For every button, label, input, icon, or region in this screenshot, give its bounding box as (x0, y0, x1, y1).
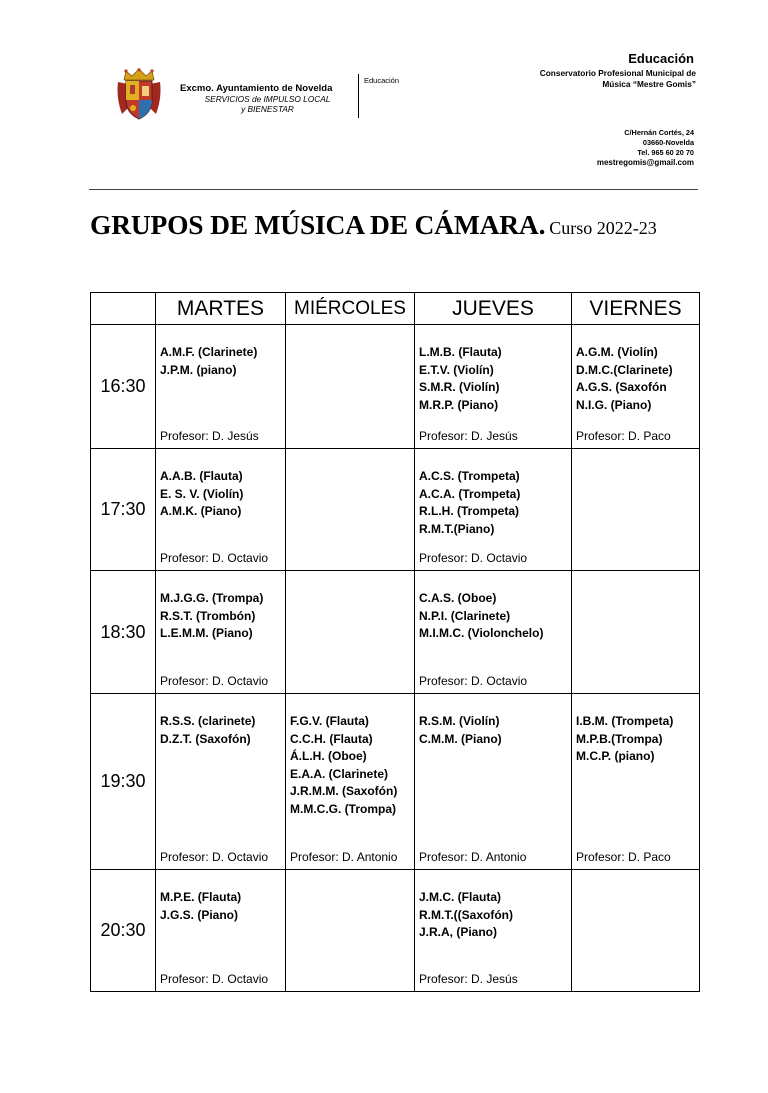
member-entry: N.I.G. (Piano) (576, 397, 652, 412)
member-entry: A.C.A. (Trompeta) (419, 486, 521, 501)
profesor-label: Profesor: D. Paco (576, 850, 671, 864)
group-members (419, 468, 571, 538)
member-entry: C.C.H. (Flauta) (290, 731, 373, 746)
address-email: mestregomis@gmail.com (596, 158, 694, 167)
schedule-cell-miercoles (286, 325, 415, 449)
time-slot: 20:30 (91, 870, 156, 992)
member-entry: J.R.M.M. (Saxofón) (290, 784, 398, 799)
member-entry: L.E.M.M. (Piano) (160, 626, 253, 641)
profesor-label: Profesor: D. Jesús (419, 429, 518, 443)
member-entry: N.P.I. (Clarinete) (419, 608, 511, 623)
member-entry: M.I.M.C. (Violonchelo) (419, 626, 544, 641)
page-title (90, 209, 657, 241)
group-block (419, 571, 571, 693)
schedule-cell-martes (156, 325, 286, 449)
department-small-label: Educación (364, 76, 400, 85)
day-header-viernes: VIERNES (572, 293, 700, 325)
department-title: Educación (628, 51, 694, 66)
member-entry: E.T.V. (Violín) (419, 362, 494, 377)
member-entry: C.M.M. (Piano) (419, 731, 502, 746)
table-row (91, 449, 700, 571)
time-slot: 18:30 (91, 571, 156, 694)
member-entry: R.S.S. (clarinete) (160, 714, 256, 728)
member-entry: M.P.B.(Trompa) (576, 731, 663, 746)
schedule-cell-viernes (572, 694, 700, 870)
member-entry: M.J.G.G. (Trompa) (160, 591, 264, 605)
group-members (290, 713, 414, 819)
table-row (91, 571, 700, 694)
member-entry: D.Z.T. (Saxofón) (160, 731, 251, 746)
servicios-line-1: SERVICIOS de IMPULSO LOCAL (204, 94, 331, 104)
member-entry: M.C.P. (piano) (576, 749, 655, 764)
member-entry: E. S. V. (Violín) (160, 486, 244, 501)
schedule-cell-martes (156, 449, 286, 571)
member-entry: J.G.S. (Piano) (160, 907, 239, 922)
profesor-label: Profesor: D. Octavio (419, 674, 528, 688)
schedule-cell-jueves (415, 694, 572, 870)
member-entry: S.M.R. (Violín) (419, 380, 500, 395)
profesor-label: Profesor: D. Octavio (160, 551, 269, 565)
time-slot: 19:30 (91, 694, 156, 870)
conservatorio-block (540, 68, 696, 90)
conservatorio-line-2: Música “Mestre Gomis” (602, 79, 696, 89)
address-tel: Tel. 965 60 20 70 (637, 148, 694, 157)
servicios-line-2: y BIENESTAR (241, 104, 294, 114)
member-entry: D.M.C.(Clarinete) (576, 362, 673, 377)
group-block (419, 870, 571, 991)
profesor-label: Profesor: D. Octavio (419, 551, 528, 565)
group-members (576, 713, 699, 766)
day-header-miercoles: MIÉRCOLES (286, 293, 415, 325)
group-block (419, 325, 571, 448)
member-entry: A.G.M. (Violín) (576, 345, 658, 359)
schedule-cell-viernes (572, 571, 700, 694)
group-members (576, 344, 699, 414)
member-entry: M.M.C.G. (Trompa) (290, 801, 396, 816)
day-header-jueves: JUEVES (415, 293, 572, 325)
schedule-cell-martes (156, 870, 286, 992)
group-block (419, 694, 571, 869)
group-members (160, 590, 285, 643)
table-header-row (91, 293, 700, 325)
day-header-martes: MARTES (156, 293, 286, 325)
profesor-label: Profesor: D. Octavio (160, 972, 269, 986)
member-entry: L.M.B. (Flauta) (419, 345, 502, 359)
member-entry: A.G.S. (Saxofón (576, 380, 667, 395)
group-block (290, 694, 414, 869)
schedule-cell-miercoles (286, 870, 415, 992)
member-entry: E.A.A. (Clarinete) (290, 766, 389, 781)
title-curso: Curso 2022-23 (549, 218, 657, 238)
schedule-cell-martes (156, 571, 286, 694)
conservatorio-line-1: Conservatorio Profesional Municipal de (539, 68, 696, 78)
schedule-cell-viernes (572, 449, 700, 571)
address-street: C/Hernán Cortés, 24 (624, 128, 694, 137)
header-divider (358, 74, 359, 118)
group-block (419, 449, 571, 570)
table-row (91, 870, 700, 992)
member-entry: A.C.S. (Trompeta) (419, 469, 520, 483)
member-entry: J.M.C. (Flauta) (419, 890, 502, 904)
time-slot: 17:30 (91, 449, 156, 571)
header-corner (91, 293, 156, 325)
member-entry: A.A.B. (Flauta) (160, 469, 243, 483)
schedule-cell-martes (156, 694, 286, 870)
member-entry: R.S.M. (Violín) (419, 714, 500, 728)
ayuntamiento-block (180, 83, 355, 114)
member-entry: F.G.V. (Flauta) (290, 714, 369, 728)
group-members (160, 344, 285, 379)
group-block (160, 325, 285, 448)
profesor-label: Profesor: D. Paco (576, 429, 671, 443)
schedule-cell-miercoles (286, 449, 415, 571)
group-members (160, 889, 285, 924)
group-members (419, 590, 571, 643)
member-entry: A.M.K. (Piano) (160, 504, 242, 519)
group-members (419, 344, 571, 414)
table-row (91, 325, 700, 449)
schedule-cell-jueves (415, 325, 572, 449)
novelda-coat-of-arms-icon (116, 68, 162, 120)
table-row (91, 694, 700, 870)
schedule-cell-viernes (572, 325, 700, 449)
schedule-cell-viernes (572, 870, 700, 992)
profesor-label: Profesor: D. Antonio (290, 850, 398, 864)
member-entry: R.S.T. (Trombón) (160, 608, 256, 623)
group-block (576, 694, 699, 869)
header-rule (89, 189, 698, 190)
group-members (419, 889, 571, 942)
profesor-label: Profesor: D. Antonio (419, 850, 527, 864)
schedule-cell-jueves (415, 870, 572, 992)
member-entry: R.L.H. (Trompeta) (419, 504, 520, 519)
member-entry: J.R.A, (Piano) (419, 925, 498, 940)
schedule-table (90, 292, 700, 992)
group-block (576, 325, 699, 448)
group-block (160, 870, 285, 991)
member-entry: I.B.M. (Trompeta) (576, 714, 674, 728)
member-entry: M.R.P. (Piano) (419, 397, 499, 412)
schedule-cell-miercoles (286, 571, 415, 694)
member-entry: Á.L.H. (Oboe) (290, 749, 367, 764)
group-block (160, 571, 285, 693)
group-block (160, 449, 285, 570)
group-members (419, 713, 571, 748)
address-block (597, 128, 694, 168)
schedule-cell-jueves (415, 571, 572, 694)
member-entry: C.A.S. (Oboe) (419, 591, 497, 605)
schedule-cell-miercoles (286, 694, 415, 870)
ayuntamiento-name: Excmo. Ayuntamiento de Novelda (180, 83, 333, 94)
address-city: 03660-Novelda (642, 138, 694, 147)
member-entry: A.M.F. (Clarinete) (160, 345, 258, 359)
profesor-label: Profesor: D. Jesús (160, 429, 259, 443)
schedule-cell-jueves (415, 449, 572, 571)
title-main: GRUPOS DE MÚSICA DE CÁMARA. (90, 209, 546, 240)
group-members (160, 468, 285, 521)
member-entry: R.M.T.((Saxofón) (419, 907, 513, 922)
profesor-label: Profesor: D. Octavio (160, 674, 269, 688)
profesor-label: Profesor: D. Octavio (160, 850, 269, 864)
group-members (160, 713, 285, 748)
time-slot: 16:30 (91, 325, 156, 449)
member-entry: M.P.E. (Flauta) (160, 890, 242, 904)
profesor-label: Profesor: D. Jesús (419, 972, 518, 986)
group-block (160, 694, 285, 869)
member-entry: J.P.M. (piano) (160, 362, 237, 377)
member-entry: R.M.T.(Piano) (419, 521, 495, 536)
